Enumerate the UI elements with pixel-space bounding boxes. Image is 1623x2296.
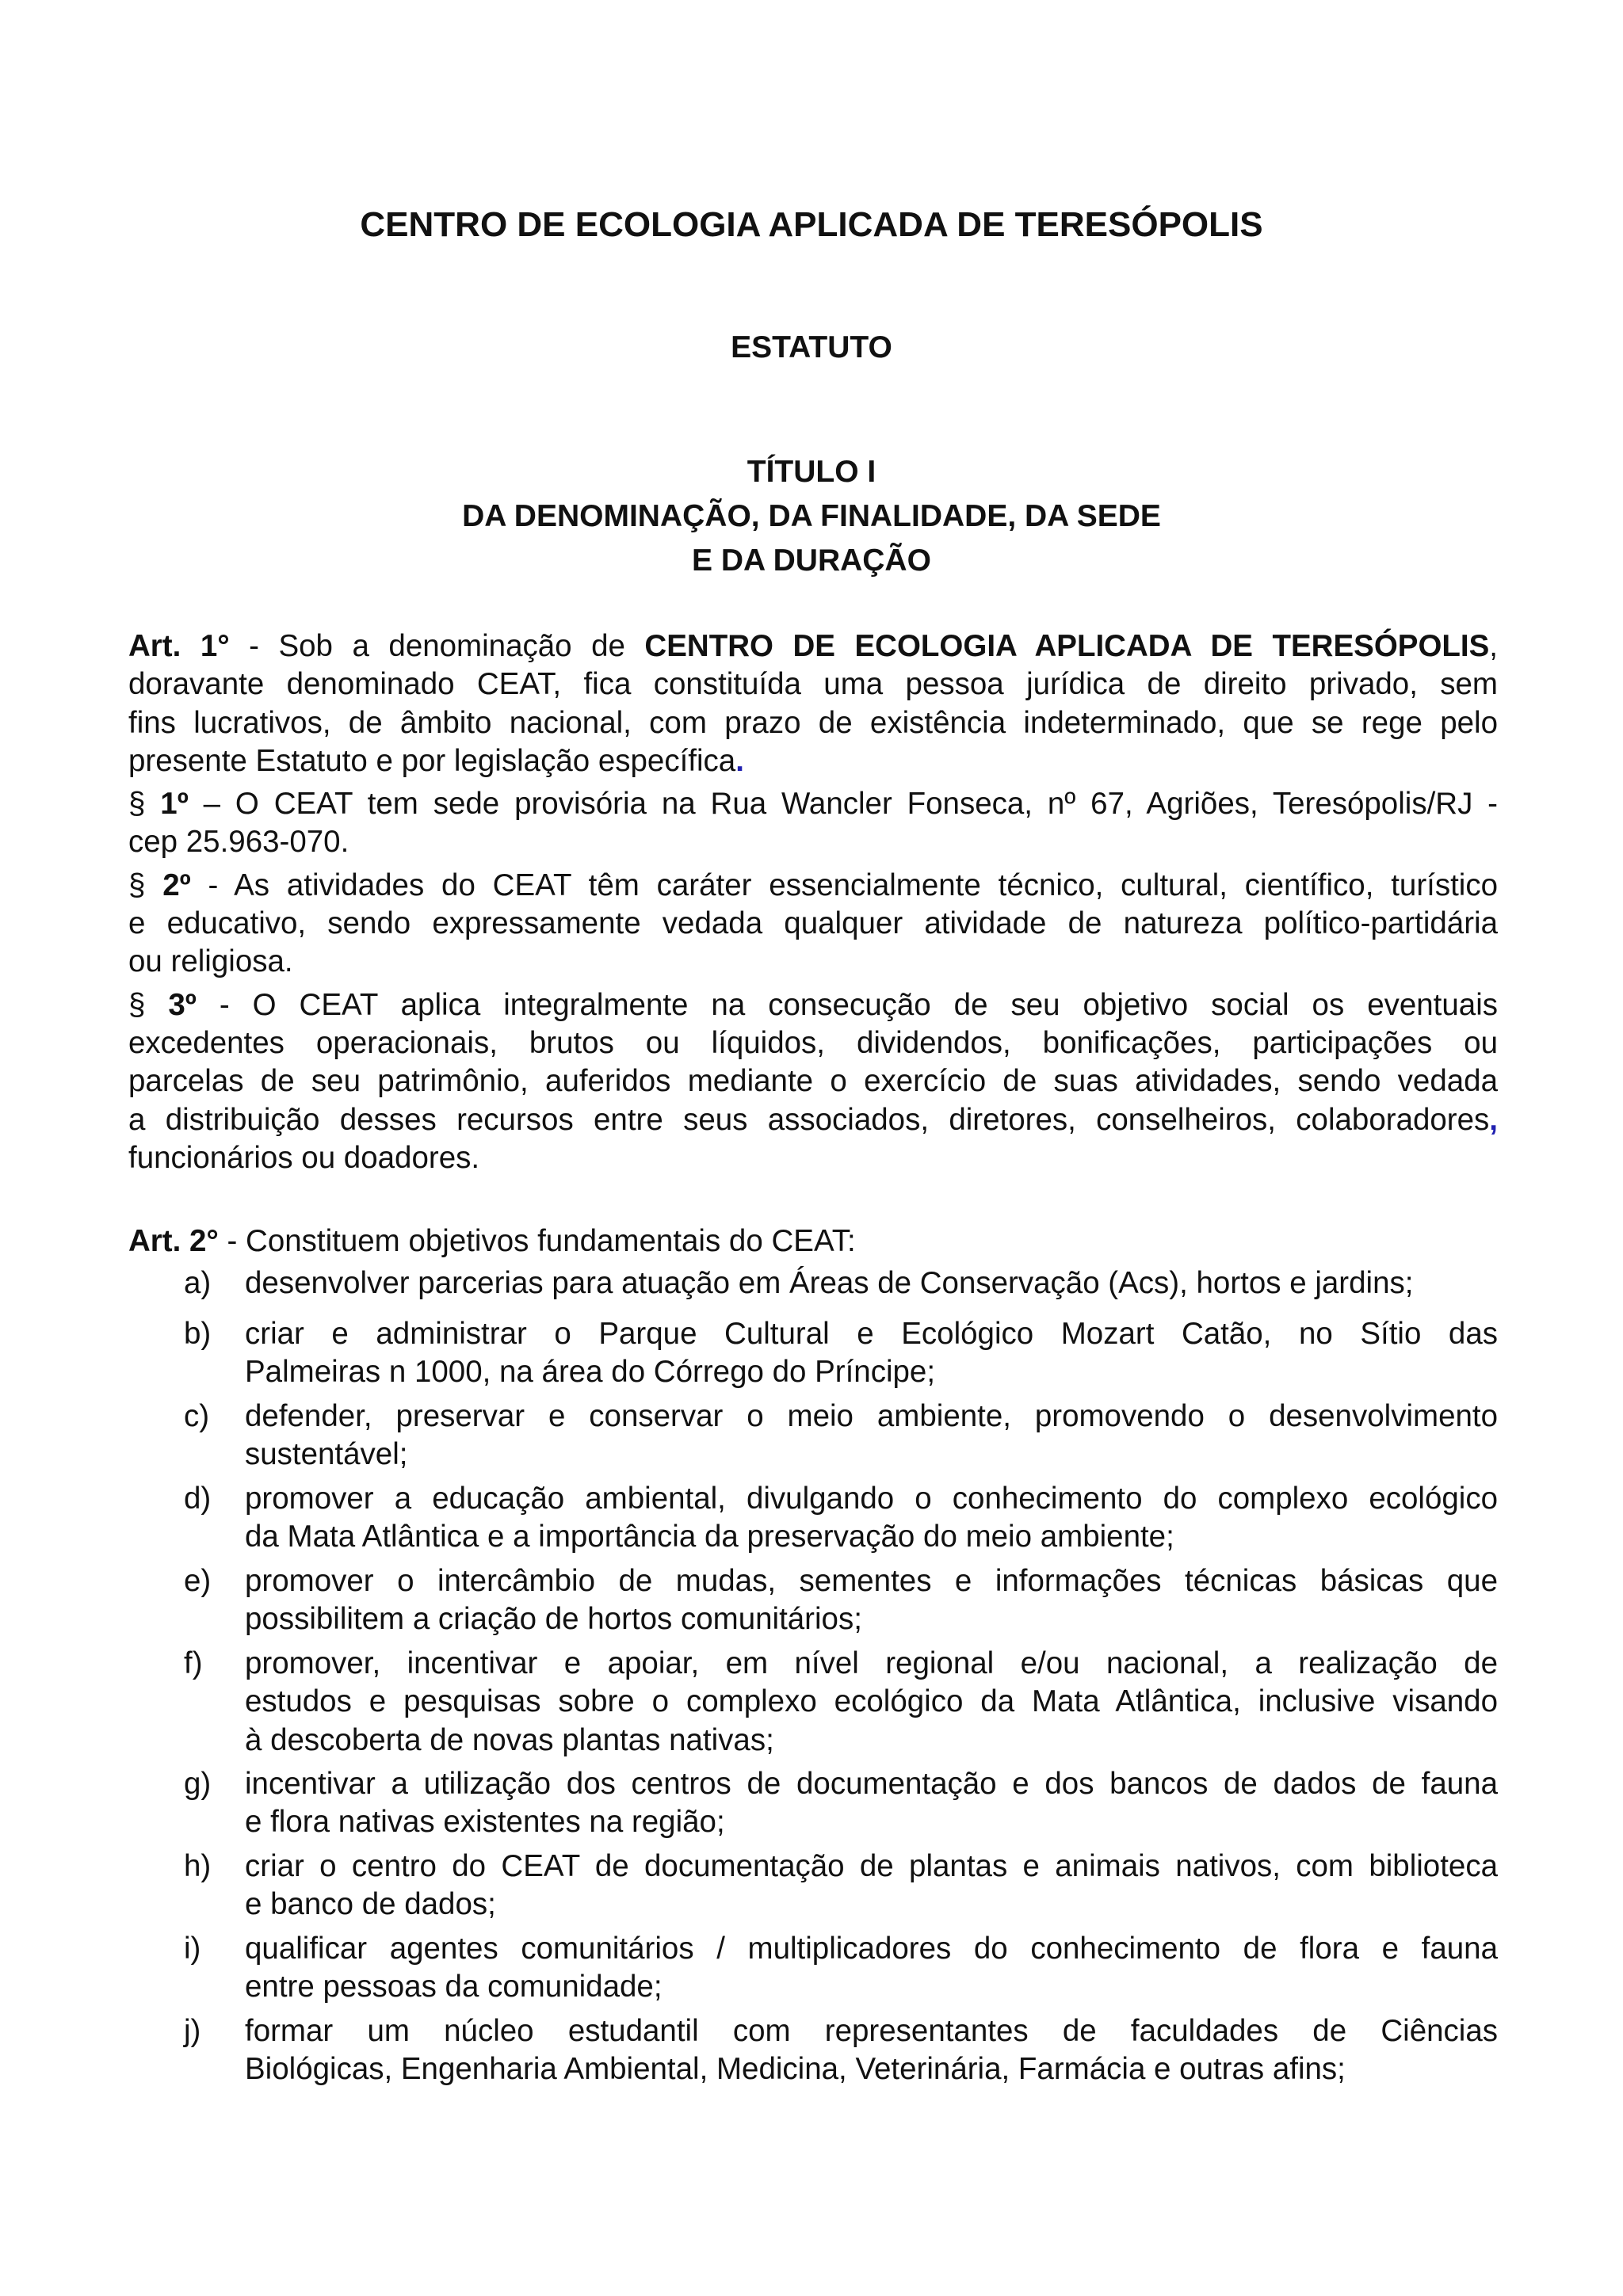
paragraph-2-sign: § [128, 868, 163, 902]
objective-item-letter: h) [184, 1849, 212, 1883]
paragraph-3-text: - O CEAT aplica integralmente na consecução de seu objetivo social os eventuais [196, 987, 1498, 1022]
paragraph-2-line-1 [128, 867, 1498, 905]
objective-item-text [245, 1264, 1498, 1302]
paragraph-1-line-1 [128, 785, 1498, 823]
objective-item-letter: c) [184, 1399, 210, 1433]
objective-item-text [245, 1398, 1498, 1474]
paragraph-3-number: 3º [168, 987, 197, 1022]
objective-item-line-1: criar e administrar o Parque Cultural e Ecológico Mozart Catão, no Sítio das [245, 1317, 1498, 1351]
objective-item-letter: a) [184, 1266, 212, 1300]
objective-item-line-1: promover, incentivar e apoiar, em nível regional e/ou nacional, a realização de [245, 1646, 1498, 1680]
objective-item-line-1: qualificar agentes comunitários / multiplicadores do conhecimento de flora e fauna [245, 1932, 1498, 1966]
paragraph-3-line-4-text: a distribuição desses recursos entre seus associados, diretores, conselheiros, colaboradores [128, 1102, 1490, 1137]
objective-item-letter: b) [184, 1317, 212, 1351]
title-heading [0, 450, 1623, 583]
article-1-comma: , [1489, 629, 1498, 663]
paragraph-2-number: 2º [162, 868, 191, 902]
article-2-intro: - Constituem objetivos fundamentais do CEAT: [218, 1224, 856, 1258]
article-1-line-4-text: presente Estatuto e por legislação específica [128, 743, 736, 778]
objective-item-letter: e) [184, 1564, 212, 1598]
objective-item-letter: f) [184, 1646, 203, 1680]
article-1 [128, 627, 1498, 1177]
objective-item-line-1: incentivar a utilização dos centros de documentação e dos bancos de dados de fauna [245, 1767, 1498, 1801]
document-heading: ESTATUTO [731, 330, 892, 364]
paragraph-1-sign: § [128, 787, 161, 822]
article-1-period: . [735, 743, 744, 778]
objective-item-line-1: criar o centro do CEAT de documentação de plantas e animais nativos, com biblioteca [245, 1849, 1498, 1883]
paragraph-2-line-2: e educativo, sendo expressamente vedada qualquer atividade de natureza político-partidária [128, 906, 1498, 941]
objective-item-text [245, 1480, 1498, 1557]
objective-item-line-2: Palmeiras n 1000, na área do Córrego do Príncipe; [245, 1355, 936, 1390]
paragraph-2 [128, 867, 1498, 982]
objective-item-line-2: sustentável; [245, 1437, 408, 1472]
objective-item-line-1: defender, preservar e conservar o meio ambiente, promovendo o desenvolvimento [245, 1399, 1498, 1433]
objective-item-text [245, 1645, 1498, 1760]
paragraph-1 [128, 785, 1498, 862]
objective-item-line-2: da Mata Atlântica e a importância da preservação do meio ambiente; [245, 1520, 1174, 1554]
objective-item-line-2: estudos e pesquisas sobre o complexo ecológico da Mata Atlântica, inclusive visando [245, 1684, 1498, 1719]
objective-item-text [245, 1562, 1498, 1639]
objective-item-text [245, 2012, 1498, 2089]
paragraph-3-comma: , [1489, 1102, 1498, 1137]
article-1-label: Art. 1° [128, 629, 230, 663]
article-1-intro: - Sob a denominação de [229, 629, 645, 663]
objective-item-line-1: promover a educação ambiental, divulgando o conhecimento do complexo ecológico [245, 1482, 1498, 1516]
paragraph-3-line-1 [128, 986, 1498, 1024]
paragraph-1-line-2: cep 25.963-070. [128, 825, 349, 860]
objective-item-text [245, 1930, 1498, 2007]
paragraph-3-sign: § [128, 987, 169, 1022]
paragraph-3-line-5: funcionários ou doadores. [128, 1140, 480, 1175]
article-1-line-4 [128, 742, 1498, 780]
paragraph-3 [128, 986, 1498, 1177]
objective-item-line-3: à descoberta de novas plantas nativas; [245, 1722, 774, 1757]
objective-item-line-1: desenvolver parcerias para atuação em Áreas de Conservação (Acs), hortos e jardins; [245, 1266, 1414, 1300]
title-subject-line-1: DA DENOMINAÇÃO, DA FINALIDADE, DA SEDE [462, 499, 1161, 533]
article-1-line-3: fins lucrativos, de âmbito nacional, com prazo de existência indeterminado, que se rege pelo [128, 705, 1498, 740]
article-1-entity-name: CENTRO DE ECOLOGIA APLICADA DE TERESÓPOLIS [644, 629, 1490, 663]
paragraph-3-line-4 [128, 1101, 1498, 1139]
paragraph-3-line-3: parcelas de seu patrimônio, auferidos mediante o exercício de suas atividades, sendo vedada [128, 1064, 1498, 1099]
objective-item-line-2: Biológicas, Engenharia Ambiental, Medicina, Veterinária, Farmácia e outras afins; [245, 2052, 1346, 2087]
paragraph-2-text: - As atividades do CEAT têm caráter essencialmente técnico, cultural, científico, turístico [190, 868, 1499, 902]
title-subject-line-2: E DA DURAÇÃO [692, 543, 931, 578]
article-2-label: Art. 2° [128, 1224, 219, 1258]
paragraph-1-text: – O CEAT tem sede provisória na Rua Wancler Fonseca, nº 67, Agriões, Teresópolis/RJ - [188, 787, 1499, 822]
paragraph-3-line-2: excedentes operacionais, brutos ou líquidos, dividendos, bonificações, participações ou [128, 1025, 1498, 1060]
objective-item-letter: d) [184, 1482, 212, 1516]
organization-title: CENTRO DE ECOLOGIA APLICADA DE TERESÓPOLIS [360, 205, 1263, 244]
objective-item-line-2: e banco de dados; [245, 1887, 496, 1922]
article-1-line-2: doravante denominado CEAT, fica constituída uma pessoa jurídica de direito privado, sem [128, 667, 1498, 702]
paragraph-2-line-3: ou religiosa. [128, 944, 293, 979]
paragraph-1-number: 1º [160, 787, 189, 822]
objective-item-letter: g) [184, 1767, 212, 1801]
objective-item-text [245, 1315, 1498, 1392]
article-2-line-1 [128, 1222, 1498, 1261]
objective-item-text [245, 1765, 1498, 1842]
objective-item-line-2: entre pessoas da comunidade; [245, 1970, 663, 2004]
objective-item-text [245, 1848, 1498, 1924]
objective-item-line-1: promover o intercâmbio de mudas, sementes e informações técnicas básicas que [245, 1564, 1498, 1598]
objective-item-line-2: e flora nativas existentes na região; [245, 1805, 725, 1840]
title-number: TÍTULO I [747, 455, 876, 489]
objective-item-letter: j) [184, 2014, 201, 2048]
objective-item-letter: i) [184, 1932, 201, 1966]
article-2 [128, 1222, 1498, 1261]
article-1-line-1 [128, 627, 1498, 666]
objective-item-line-2: possibilitem a criação de hortos comunitários; [245, 1602, 862, 1637]
objective-item-line-1: formar um núcleo estudantil com representantes de faculdades de Ciências [245, 2014, 1498, 2048]
